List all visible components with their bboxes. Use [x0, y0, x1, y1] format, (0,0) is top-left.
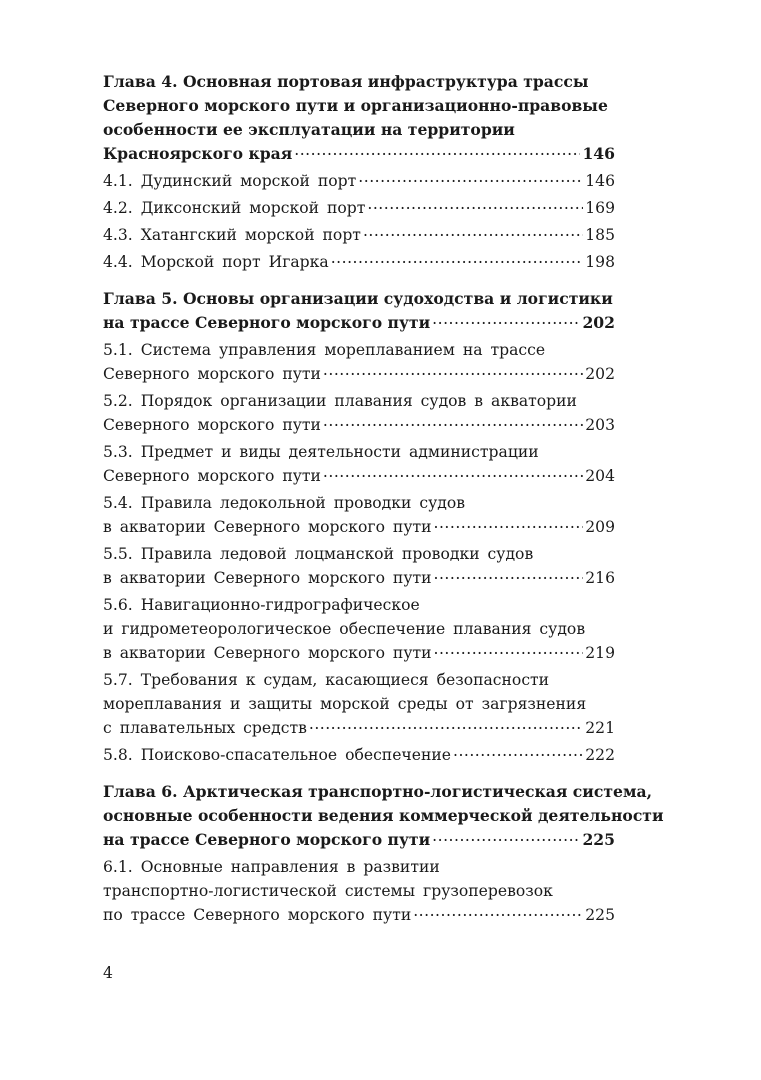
chapter-heading[interactable]	[103, 70, 615, 166]
section-title-line: 6.1. Основные направления в развитии	[103, 858, 440, 876]
dot-leader	[294, 143, 580, 159]
toc-section-entry[interactable]	[103, 196, 615, 220]
section-title-line: транспортно-логистической системы грузоперевозок	[103, 882, 553, 900]
chapter-page-number: 202	[582, 313, 615, 332]
toc-section-entry[interactable]	[103, 169, 615, 193]
dot-leader	[323, 465, 583, 481]
chapter-title-line: Глава 5. Основы организации судоходства и логистики	[103, 289, 613, 308]
toc-chapter	[103, 780, 664, 927]
section-title-line: 5.3. Предмет и виды деятельности администрации	[103, 443, 539, 461]
chapter-title-line: на трассе Северного морского пути	[103, 313, 431, 332]
dot-leader	[323, 363, 583, 379]
dot-leader	[323, 414, 583, 430]
dot-leader	[363, 224, 583, 240]
section-page-number: 209	[585, 518, 615, 536]
section-title-line: с плавательных средств	[103, 719, 307, 737]
section-page-number: 221	[585, 719, 615, 737]
toc-section-entry[interactable]	[103, 542, 615, 590]
section-title-line: в акватории Северного морского пути	[103, 644, 432, 662]
section-title-line: 5.6. Навигационно-гидрографическое	[103, 596, 420, 614]
section-page-number: 185	[585, 226, 615, 244]
toc-section-entry[interactable]	[103, 389, 615, 437]
toc-section-entry[interactable]	[103, 743, 615, 767]
toc-chapter	[103, 287, 615, 767]
chapter-title-line: Глава 6. Арктическая транспортно-логистическая система,	[103, 782, 653, 801]
section-title-line: в акватории Северного морского пути	[103, 569, 432, 587]
section-page-number: 225	[585, 906, 615, 924]
section-title-line: 4.2. Диксонский морской порт	[103, 199, 366, 217]
toc-section-entry[interactable]	[103, 668, 615, 740]
toc-section-entry[interactable]	[103, 855, 615, 927]
section-title-line: 5.8. Поисково-спасательное обеспечение	[103, 746, 451, 764]
section-title-line: Северного морского пути	[103, 416, 321, 434]
chapter-page-number: 146	[582, 144, 615, 163]
toc-section-entry[interactable]	[103, 250, 615, 274]
section-page-number: 216	[585, 569, 615, 587]
chapter-title-line: основные особенности ведения коммерческой деятельности	[103, 806, 664, 825]
dot-leader	[432, 829, 580, 845]
section-page-number: 202	[585, 365, 615, 383]
section-title-line: 5.2. Порядок организации плавания судов в акватории	[103, 392, 577, 410]
dot-leader	[358, 170, 583, 186]
chapter-title-line: на трассе Северного морского пути	[103, 830, 431, 849]
chapter-title-line: особенности ее эксплуатации на территории	[103, 120, 515, 139]
section-title-line: мореплавания и защиты морской среды от загрязнения	[103, 695, 587, 713]
section-page-number: 219	[585, 644, 615, 662]
toc-section-entry[interactable]	[103, 223, 615, 247]
section-page-number: 169	[585, 199, 615, 217]
dot-leader	[413, 904, 583, 920]
dot-leader	[434, 642, 584, 658]
dot-leader	[331, 251, 584, 267]
section-page-number: 203	[585, 416, 615, 434]
dot-leader	[434, 516, 584, 532]
table-of-contents	[103, 70, 664, 940]
dot-leader	[453, 744, 583, 760]
section-page-number: 204	[585, 467, 615, 485]
section-title-line: 4.1. Дудинский морской порт	[103, 172, 357, 190]
chapter-heading[interactable]	[103, 780, 664, 852]
chapter-title-line: Глава 4. Основная портовая инфраструктура трассы	[103, 72, 589, 91]
toc-section-entry[interactable]	[103, 338, 615, 386]
section-title-line: 4.4. Морской порт Игарка	[103, 253, 329, 271]
section-page-number: 198	[585, 253, 615, 271]
section-title-line: в акватории Северного морского пути	[103, 518, 432, 536]
section-title-line: 5.1. Система управления мореплаванием на трассе	[103, 341, 546, 359]
section-title-line: 5.4. Правила ледокольной проводки судов	[103, 494, 466, 512]
chapter-page-number: 225	[582, 830, 615, 849]
dot-leader	[434, 567, 584, 583]
section-page-number: 146	[585, 172, 615, 190]
section-title-line: Северного морского пути	[103, 467, 321, 485]
toc-section-entry[interactable]	[103, 491, 615, 539]
dot-leader	[309, 717, 583, 733]
chapter-heading[interactable]	[103, 287, 615, 335]
section-title-line: 4.3. Хатангский морской порт	[103, 226, 361, 244]
section-title-line: 5.7. Требования к судам, касающиеся безопасности	[103, 671, 550, 689]
section-page-number: 222	[585, 746, 615, 764]
toc-section-entry[interactable]	[103, 593, 615, 665]
section-title-line: 5.5. Правила ледовой лоцманской проводки судов	[103, 545, 534, 563]
chapter-title-line: Северного морского пути и организационно-правовые	[103, 96, 608, 115]
toc-chapter	[103, 70, 615, 274]
dot-leader	[432, 312, 580, 328]
section-title-line: по трассе Северного морского пути	[103, 906, 412, 924]
dot-leader	[367, 197, 583, 213]
page-number: 4	[103, 964, 113, 982]
chapter-title-line: Красноярского края	[103, 144, 293, 163]
toc-section-entry[interactable]	[103, 440, 615, 488]
section-title-line: Северного морского пути	[103, 365, 321, 383]
section-title-line: и гидрометеорологическое обеспечение плавания судов	[103, 620, 586, 638]
